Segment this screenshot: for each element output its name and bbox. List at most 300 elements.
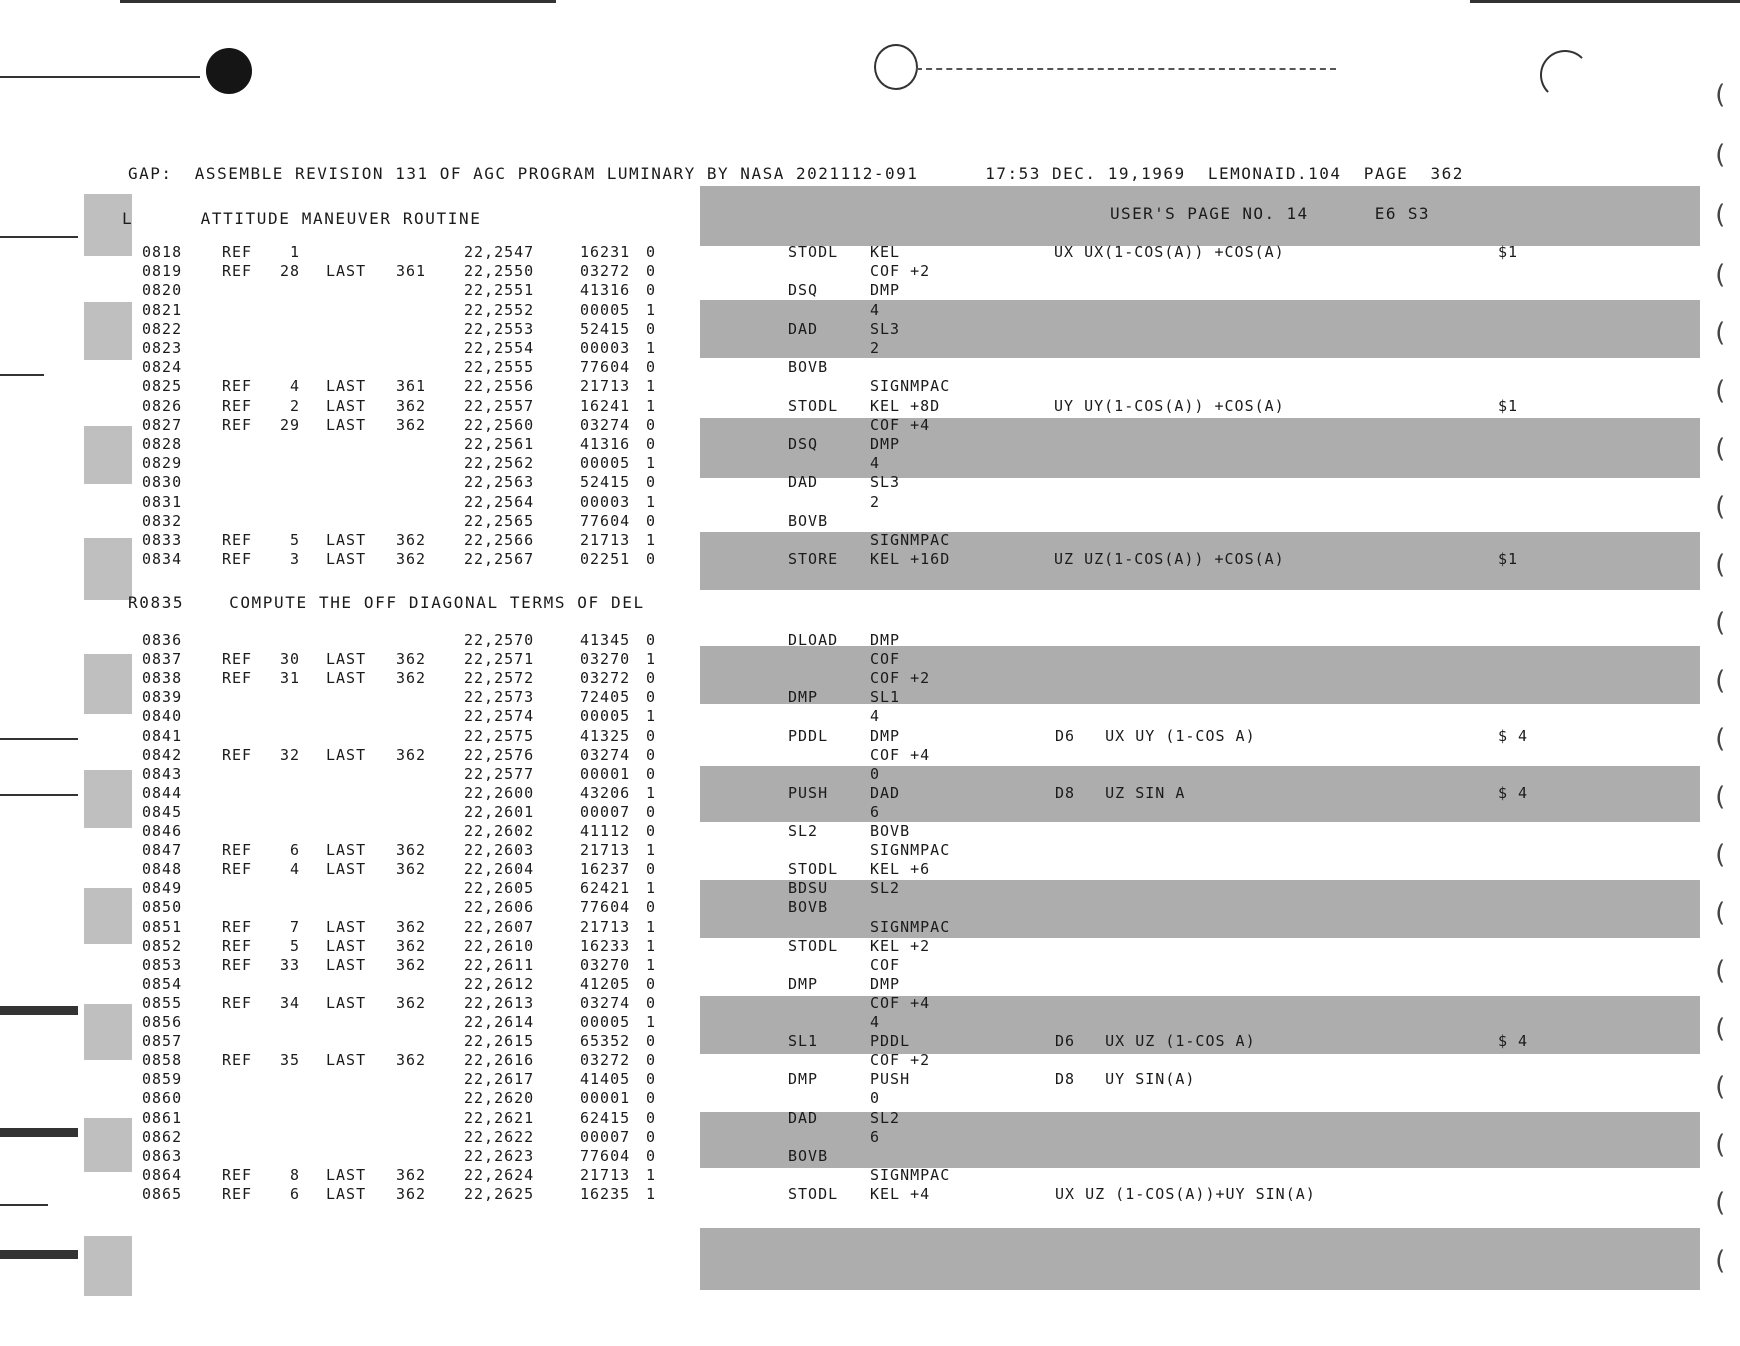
listing-row [0,898,1740,917]
opcode-label: BOVB [788,511,829,530]
line-number: 0837 [142,650,183,669]
last-tag: LAST [326,993,367,1012]
octal-word: 16235 [580,1184,631,1203]
address: 22,2567 [464,550,535,569]
ref-count: 6 [289,841,300,860]
ref-tag: REF [222,917,253,936]
parity-bit: 0 [646,860,657,879]
ref-count: 6 [289,1184,300,1203]
parity-bit: 0 [646,993,657,1012]
line-number: 0848 [142,860,183,879]
operand: SIGNMPAC [870,841,951,860]
octal-word: 21713 [580,1165,631,1184]
operand: KEL +8D [870,396,941,415]
address: 22,2573 [464,688,535,707]
listing-header: GAP: ASSEMBLE REVISION 131 OF AGC PROGRAM LUMINARY BY NASA 2021112-091 17:53 DEC. 19,1969 LEMONAID.104 PAGE 362 [128,164,1464,183]
last-tag: LAST [326,531,367,549]
tractor-mark: ( [1712,666,1728,696]
line-number: 0846 [142,822,183,840]
greenbar-band [700,1228,1700,1290]
octal-word: 77604 [580,898,631,917]
last-page: 362 [396,841,427,860]
address: 22,2604 [464,860,535,879]
octal-word: 03270 [580,650,631,669]
last-tag: LAST [326,745,367,764]
octal-word: 16237 [580,860,631,879]
last-page: 362 [396,415,427,434]
octal-word: 72405 [580,688,631,707]
parity-bit: 1 [646,1165,657,1184]
address: 22,2571 [464,650,535,669]
address: 22,2623 [464,1146,535,1165]
listing-row [0,1147,1740,1166]
parity-bit: 0 [646,319,657,338]
address: 22,2613 [464,993,535,1012]
opcode-label: STODL [788,1184,839,1203]
octal-word: 03270 [580,955,631,974]
ref-count: 34 [279,993,300,1012]
parity-bit: 1 [646,936,657,955]
operand: KEL [870,243,901,261]
dollar-ref: $ 4 [1498,726,1529,745]
parity-bit: 0 [646,358,657,377]
comment: D8 UY SIN(A) [1055,1070,1196,1089]
ref-count: 4 [289,860,300,879]
octal-word: 16233 [580,936,631,955]
ref-count: 35 [279,1051,300,1070]
line-number: 0855 [142,993,183,1012]
last-page: 362 [396,745,427,764]
octal-word: 03274 [580,993,631,1012]
line-number: 0859 [142,1070,183,1089]
parity-bit: 0 [646,822,657,840]
listing-row [0,454,1740,473]
opcode-label: BOVB [788,1146,829,1165]
last-page: 362 [396,650,427,669]
parity-bit: 0 [646,726,657,745]
address: 22,2572 [464,669,535,688]
opcode-label: STODL [788,243,839,261]
listing-row [0,1070,1740,1089]
opcode-label: DSQ [788,435,819,453]
ref-tag: REF [222,550,253,569]
address: 22,2560 [464,415,535,434]
tractor-mark: ( [1712,140,1728,170]
line-number: 0850 [142,898,183,917]
operand: SL2 [870,879,901,898]
address: 22,2570 [464,631,535,649]
listing-row [0,631,1740,650]
parity-bit: 0 [646,669,657,688]
address: 22,2552 [464,300,535,319]
line-number: 0832 [142,511,183,530]
line-number: 0865 [142,1184,183,1203]
tractor-mark: ( [1712,550,1728,580]
last-page: 362 [396,396,427,415]
margin-tick [0,76,200,78]
address: 22,2577 [464,764,535,783]
last-page: 362 [396,993,427,1012]
line-number: 0847 [142,841,183,860]
tractor-mark: ( [1712,318,1728,348]
operand: SL3 [870,473,901,492]
margin-tick [0,236,78,238]
line-number: 0862 [142,1127,183,1146]
octal-word: 41316 [580,435,631,453]
parity-bit: 0 [646,802,657,821]
operand: PUSH [870,1070,911,1089]
parity-bit: 0 [646,511,657,530]
operand: SL2 [870,1108,901,1127]
octal-word: 77604 [580,511,631,530]
parity-bit: 1 [646,339,657,357]
opcode-label: STODL [788,396,839,415]
listing-row [0,688,1740,707]
opcode-label: PDDL [788,726,829,745]
address: 22,2562 [464,454,535,473]
parity-bit: 1 [646,492,657,511]
octal-word: 21713 [580,377,631,396]
listing-row [0,512,1740,531]
tractor-mark: ( [1712,1246,1728,1276]
address: 22,2551 [464,281,535,300]
last-page: 362 [396,531,427,549]
parity-bit: 1 [646,1184,657,1203]
line-number: 0852 [142,936,183,955]
listing-row [0,339,1740,358]
operand: COF [870,650,901,669]
operand: SIGNMPAC [870,377,951,396]
listing-row [0,975,1740,994]
operand: KEL +2 [870,936,931,955]
comment: D6 UX UY (1-COS A) [1055,726,1256,745]
listing-row [0,1051,1740,1070]
parity-bit: 1 [646,879,657,898]
ref-count: 5 [289,936,300,955]
last-page: 362 [396,1051,427,1070]
listing-row [0,416,1740,435]
octal-word: 41325 [580,726,631,745]
address: 22,2610 [464,936,535,955]
address: 22,2605 [464,879,535,898]
operand: 4 [870,300,881,319]
ref-count: 30 [279,650,300,669]
parity-bit: 0 [646,1051,657,1070]
line-number: 0838 [142,669,183,688]
parity-bit: 1 [646,783,657,802]
scan-dash-line [916,68,1336,70]
address: 22,2565 [464,511,535,530]
ref-tag: REF [222,860,253,879]
last-page: 362 [396,1165,427,1184]
listing-row [0,281,1740,300]
last-tag: LAST [326,860,367,879]
address: 22,2575 [464,726,535,745]
address: 22,2564 [464,492,535,511]
address: 22,2547 [464,243,535,261]
dollar-ref: $ 4 [1498,1032,1529,1051]
operand: KEL +6 [870,860,931,879]
opcode-label: STORE [788,550,839,569]
last-page: 362 [396,1184,427,1203]
opcode-label: STODL [788,860,839,879]
address: 22,2574 [464,707,535,726]
punch-hole-outline [1540,50,1590,100]
ref-count: 4 [289,377,300,396]
users-page-number: USER'S PAGE NO. 14 E6 S3 [1110,204,1430,223]
parity-bit: 0 [646,281,657,300]
last-page: 361 [396,377,427,396]
line-number: 0836 [142,631,183,649]
listing-row [0,746,1740,765]
parity-bit: 0 [646,898,657,917]
last-tag: LAST [326,1184,367,1203]
line-number: 0841 [142,726,183,745]
opcode-label: DSQ [788,281,819,300]
line-number: 0856 [142,1013,183,1031]
operand: DMP [870,435,901,453]
ref-tag: REF [222,396,253,415]
comment: UZ UZ(1-COS(A)) +COS(A) [1054,550,1285,569]
parity-bit: 0 [646,974,657,993]
octal-word: 41405 [580,1070,631,1089]
line-number: 0831 [142,492,183,511]
parity-bit: 1 [646,1013,657,1031]
listing-row [0,765,1740,784]
listing-row [0,262,1740,281]
operand: COF +4 [870,745,931,764]
comment: D8 UZ SIN A [1055,783,1186,802]
top-rule-right [1470,0,1740,3]
address: 22,2601 [464,802,535,821]
last-tag: LAST [326,396,367,415]
octal-word: 41112 [580,822,631,840]
tractor-mark: ( [1712,1014,1728,1044]
octal-word: 02251 [580,550,631,569]
address: 22,2576 [464,745,535,764]
octal-word: 77604 [580,1146,631,1165]
octal-word: 00005 [580,300,631,319]
octal-word: 62421 [580,879,631,898]
listing-row [0,1109,1740,1128]
listing-row [0,493,1740,512]
line-number: 0819 [142,262,183,281]
comment: UX UX(1-COS(A)) +COS(A) [1054,243,1285,261]
last-tag: LAST [326,650,367,669]
parity-bit: 0 [646,764,657,783]
tractor-mark: ( [1712,434,1728,464]
listing-row [0,358,1740,377]
opcode-label: DAD [788,319,819,338]
tractor-mark: ( [1712,608,1728,638]
tractor-mark: ( [1712,956,1728,986]
tractor-mark: ( [1712,492,1728,522]
address: 22,2563 [464,473,535,492]
ref-tag: REF [222,262,253,281]
listing-row [0,841,1740,860]
last-page: 362 [396,917,427,936]
last-page: 362 [396,550,427,569]
last-tag: LAST [326,377,367,396]
listing-row [0,377,1740,396]
opcode-label: DLOAD [788,631,839,649]
opcode-label: STODL [788,936,839,955]
operand: 0 [870,1089,881,1108]
octal-word: 52415 [580,473,631,492]
address: 22,2625 [464,1184,535,1203]
address: 22,2600 [464,783,535,802]
line-number: 0818 [142,243,183,261]
dollar-ref: $1 [1498,396,1519,415]
octal-word: 00005 [580,707,631,726]
dollar-ref: $ 4 [1498,783,1529,802]
ref-tag: REF [222,1184,253,1203]
octal-word: 21713 [580,917,631,936]
tractor-mark: ( [1712,1130,1728,1160]
parity-bit: 0 [646,1070,657,1089]
line-number: 0829 [142,454,183,473]
line-number: 0844 [142,783,183,802]
operand: COF +2 [870,262,931,281]
line-number: 0863 [142,1146,183,1165]
octal-word: 00003 [580,339,631,357]
operand: DMP [870,726,901,745]
operand: 4 [870,707,881,726]
octal-word: 00003 [580,492,631,511]
address: 22,2612 [464,974,535,993]
line-number: 0851 [142,917,183,936]
line-number: 0827 [142,415,183,434]
parity-bit: 1 [646,917,657,936]
listing-row [0,784,1740,803]
parity-bit: 0 [646,631,657,649]
octal-word: 03272 [580,262,631,281]
parity-bit: 0 [646,435,657,453]
operand: DMP [870,974,901,993]
tractor-mark: ( [1712,1072,1728,1102]
tractor-mark: ( [1712,898,1728,928]
octal-word: 03274 [580,745,631,764]
tractor-mark: ( [1712,80,1728,110]
line-number: 0845 [142,802,183,821]
address: 22,2602 [464,822,535,840]
listing-row [0,860,1740,879]
ref-tag: REF [222,650,253,669]
octal-word: 52415 [580,319,631,338]
octal-word: 16241 [580,396,631,415]
listing-row [0,956,1740,975]
comment: UY UY(1-COS(A)) +COS(A) [1054,396,1285,415]
operand: 2 [870,339,881,357]
ref-count: 5 [289,531,300,549]
ref-tag: REF [222,936,253,955]
line-number: 0843 [142,764,183,783]
last-tag: LAST [326,415,367,434]
listing-row [0,669,1740,688]
parity-bit: 1 [646,841,657,860]
line-number: 0842 [142,745,183,764]
octal-word: 16231 [580,243,631,261]
octal-word: 00007 [580,1127,631,1146]
operand: KEL +4 [870,1184,931,1203]
line-number: 0821 [142,300,183,319]
operand: DMP [870,631,901,649]
octal-word: 00001 [580,764,631,783]
parity-bit: 0 [646,473,657,492]
parity-bit: 1 [646,707,657,726]
opcode-label: SL1 [788,1032,819,1051]
operand: SL3 [870,319,901,338]
last-tag: LAST [326,936,367,955]
operand: DMP [870,281,901,300]
line-number: 0825 [142,377,183,396]
address: 22,2603 [464,841,535,860]
octal-word: 03272 [580,669,631,688]
address: 22,2557 [464,396,535,415]
line-number: 0822 [142,319,183,338]
last-tag: LAST [326,1051,367,1070]
line-number: 0857 [142,1032,183,1051]
address: 22,2550 [464,262,535,281]
ref-count: 7 [289,917,300,936]
ref-tag: REF [222,1165,253,1184]
parity-bit: 1 [646,396,657,415]
last-tag: LAST [326,550,367,569]
last-tag: LAST [326,262,367,281]
punch-hole-outline [874,44,918,90]
address: 22,2553 [464,319,535,338]
parity-bit: 0 [646,1146,657,1165]
dollar-ref: $1 [1498,550,1519,569]
last-page: 362 [396,936,427,955]
parity-bit: 0 [646,1127,657,1146]
line-number: 0823 [142,339,183,357]
address: 22,2611 [464,955,535,974]
line-number: 0849 [142,879,183,898]
line-number: 0834 [142,550,183,569]
ref-count: 3 [289,550,300,569]
address: 22,2566 [464,531,535,549]
punch-hole [206,48,252,94]
parity-bit: 1 [646,955,657,974]
section-title: L ATTITUDE MANEUVER ROUTINE [122,209,482,228]
opcode-label: BDSU [788,879,829,898]
tractor-mark: ( [1712,260,1728,290]
parity-bit: 1 [646,454,657,473]
tractor-mark: ( [1712,782,1728,812]
listing-row [0,707,1740,726]
listing-row [0,397,1740,416]
opcode-label: DAD [788,1108,819,1127]
octal-word: 62415 [580,1108,631,1127]
listing-row [0,550,1740,569]
last-page: 362 [396,955,427,974]
octal-word: 41316 [580,281,631,300]
parity-bit: 0 [646,262,657,281]
ref-tag: REF [222,1051,253,1070]
ref-tag: REF [222,745,253,764]
octal-word: 00005 [580,1013,631,1031]
ref-tag: REF [222,243,253,261]
operand: SL1 [870,688,901,707]
parity-bit: 0 [646,1089,657,1108]
parity-bit: 0 [646,243,657,261]
operand: COF +2 [870,1051,931,1070]
line-number: 0858 [142,1051,183,1070]
parity-bit: 0 [646,1108,657,1127]
operand: COF +2 [870,669,931,688]
ref-tag: REF [222,993,253,1012]
